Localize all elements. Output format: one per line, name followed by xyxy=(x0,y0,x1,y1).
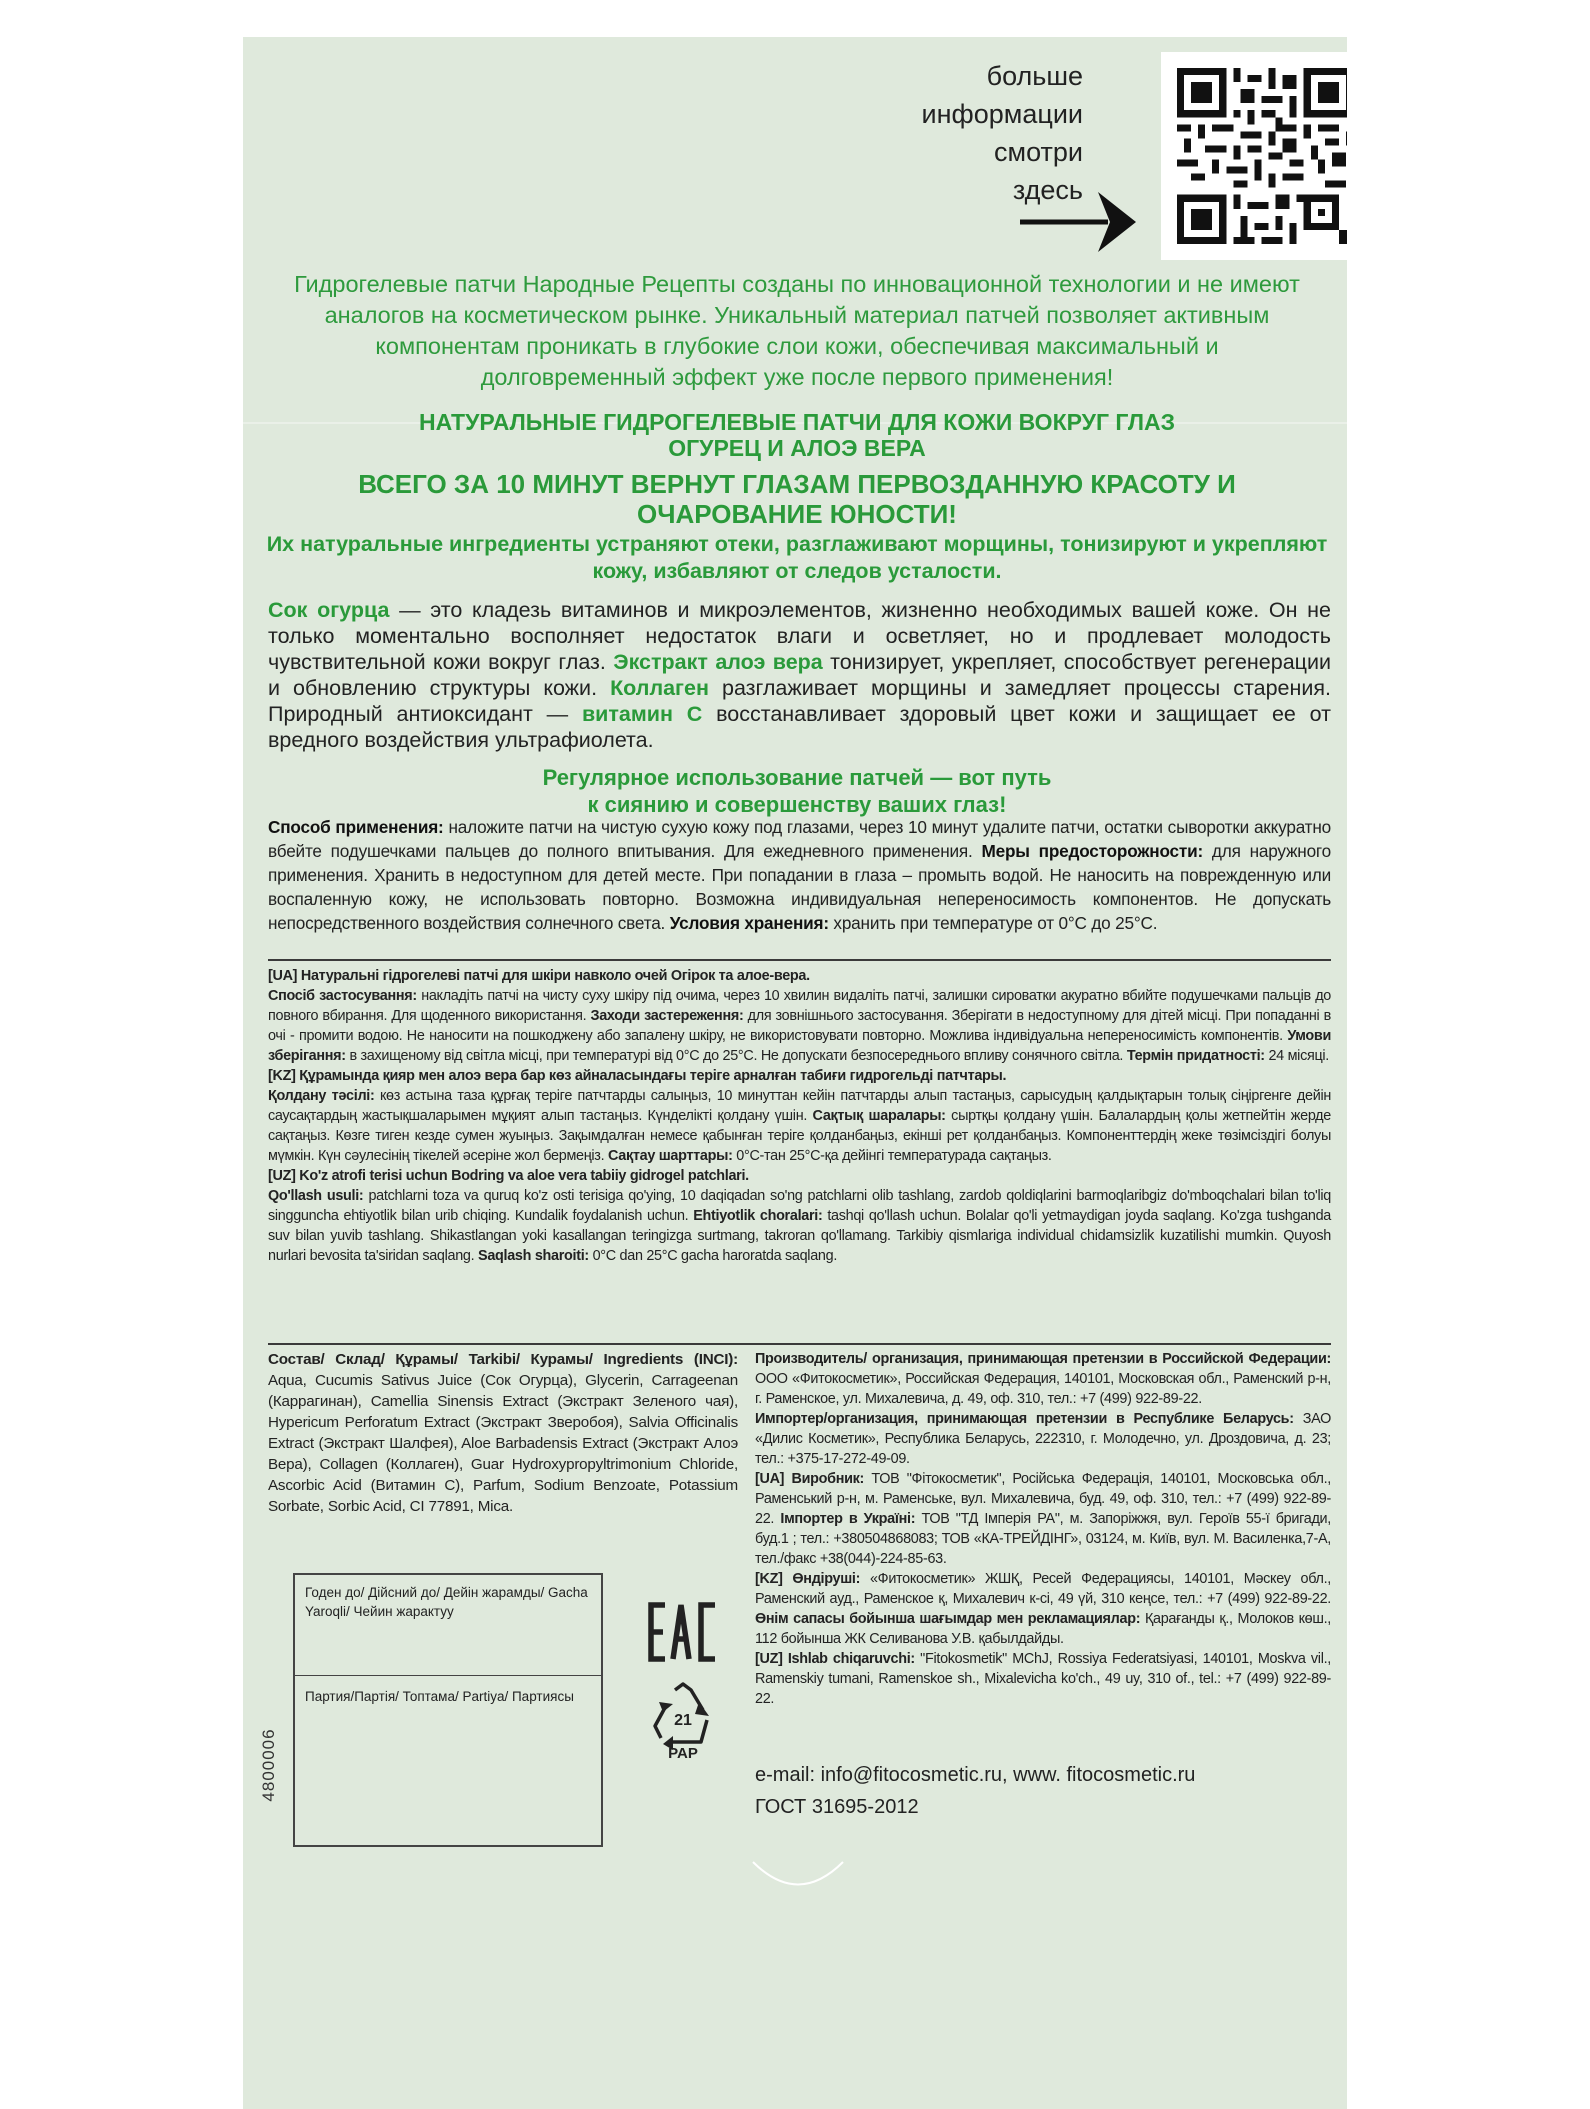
manufacturer-info xyxy=(755,1349,1331,1709)
ua-section xyxy=(268,966,1331,1066)
uz-text: patchlarni toza va quruq ko'z osti terisiga qo'ying, 10 daqiqadan so'ng patchlarni olib tashlang, zardob qoldiqlarini barmoqlaribgiz do'mboqchalari bilan to'liq singguncha ehtiyotlik bilan urib chiqing. Kundalik foydalanish uchun. xyxy=(268,1188,1331,1224)
batch-box xyxy=(293,1573,603,1847)
ua-label: Спосіб застосування: xyxy=(268,988,417,1004)
manufacturer-label: [UZ] Ishlab chiqaruvchi: xyxy=(755,1651,915,1667)
highlight-cucumber: Сок огурца xyxy=(268,598,390,622)
arrow-right-icon xyxy=(1018,187,1138,257)
kz-text: 0°С-тан 25°С-қа дейінгі температурада сақтаңыз. xyxy=(732,1148,1052,1164)
website-link[interactable]: e-mail: info@fitocosmetic.ru, www. fitocosmetic.ru xyxy=(755,1764,1196,1786)
ua-label: Заходи застереження: xyxy=(590,1008,744,1024)
uz-text: tashqi qo'llash uchun. Bolalar qo'li yetmaydigan joyda saqlang. Ko'zga tushganda suv bilan yuvib tashlang. Shikastlangan yoki kasallangan teringizga surtmang, takroran qo'llamang. Tarkibiy qismlariga individual chidamsizlik kuzatilishi mumkin. Quyosh nurlari bevosita ta'siridan saqlang. xyxy=(268,1208,1332,1264)
manufacturer-text: ООО «Фитокосметик», Российская Федерация, 140101, Московская обл., Раменский р-н, г. Раменское, ул. Михалевича, д. 49, оф. 310, тел.: +7 (499) 922-89-22. xyxy=(755,1371,1331,1407)
lot-label: Партия/Партія/ Топтама/ Partiya/ Партиясы xyxy=(305,1689,574,1704)
importer-text: ТОВ "ТД Імперія РА", м. Запоріжжя, вул. Героїв 55-ї бригади, буд.1 ; тел.: +380504868083; ТОВ «КА-ТРЕЙДІНГ», 03124, м. Київ, вул. М. Василенка,7-А, тел./факс +38(044)-224-85-63. xyxy=(755,1511,1331,1567)
divider xyxy=(268,1343,1331,1345)
highlight-vitamin-c: витамин С xyxy=(581,702,703,726)
recycle-number: 21 xyxy=(674,1712,692,1729)
importer-label: Імпортер в Україні: xyxy=(780,1511,916,1527)
kz-label: Сақтау шарттары: xyxy=(608,1148,733,1164)
slogan xyxy=(263,764,1331,818)
importer-by xyxy=(755,1409,1331,1469)
description-text xyxy=(268,597,1331,753)
kz-label: Қолдану тәсілі: xyxy=(268,1088,375,1104)
manufacturer-ua xyxy=(755,1469,1331,1569)
kz-title: [KZ] Құрамында қияр мен алоэ вера бар көз айналасындағы теріге арналған табиғи гидрогельді патчтары. xyxy=(268,1068,1007,1084)
precautions-text: для наружного применения. Хранить в недоступном для детей месте. При попадании в глаза – промыть водой. Не наносить на поврежденную или воспаленную кожу, не использовать повторно. Возможна индивидуальная непереносимость компонентов. Не допускать непосредственного воздействия солнечного света. xyxy=(268,841,1331,933)
qr-code[interactable] xyxy=(1161,52,1347,260)
barcode-number: 4800006 xyxy=(259,1728,278,1802)
precautions-label: Меры предосторожности: xyxy=(981,841,1204,861)
claim-heading: ВСЕГО ЗА 10 МИНУТ ВЕРНУТ ГЛАЗАМ ПЕРВОЗДАННУЮ КРАСОТУ И ОЧАРОВАНИЕ ЮНОСТИ! xyxy=(358,469,1236,529)
uz-label: Qo'llash usuli: xyxy=(268,1188,364,1204)
kz-text: сыртқы қолдану үшін. Балалардың қолы жетпейтін жерде сақтаңыз. Көзге тиген кезде сумен жуыңыз. Зақымдалған немесе қабынған теріге қолданбаңыз, екінші рет қолданбаңыз. Компоненттердің жеке төзімсіздігі болуы мүмкін. Күн сәулесінің тікелей әсеріне жол бермеңіз. xyxy=(268,1108,1331,1164)
contacts xyxy=(755,1759,1315,1823)
translations-block xyxy=(268,966,1331,1266)
description-part: тонизирует, укрепляет, способствует регенерации и обновлению структуры кожи. xyxy=(268,650,1332,700)
slogan-line: к сиянию и совершенству ваших глаз! xyxy=(587,792,1007,817)
ingredients-text: Aqua, Cucumis Sativus Juice (Сок Огурца), Glycerin, Carrageenan (Каррагинан), Camellia Sinensis Extract (Экстракт Зеленого чая), Hypericum Perforatum Extract (Экстракт Зверобоя), Salvia Officinalis Extract (Экстракт Шалфея), Aloe Barbadensis Extract (Экстракт Алоэ Вера), Collagen (Коллаген), Guar Hydroxypropyltrimonium Chloride, Ascorbic Acid (Витамин С), Parfum, Sodium Benzoate, Potassium Sorbate, Sorbic Acid, CI 77891, Mica. xyxy=(268,1372,738,1515)
uz-title: [UZ] Ko'z atrofi terisi uchun Bodring va aloe vera tabiiy gidrogel patchlari. xyxy=(268,1168,749,1184)
product-subtitle-line: ОГУРЕЦ И АЛОЭ ВЕРА xyxy=(668,435,926,461)
product-title xyxy=(263,409,1331,461)
slogan-line: Регулярное использование патчей — вот путь xyxy=(542,765,1052,790)
hang-hole-arc xyxy=(748,1857,848,1897)
description-part: восстанавливает здоровый цвет кожи и защищает ее от вредного воздействия ультрафиолета. xyxy=(268,702,1331,752)
divider xyxy=(268,959,1331,961)
manufacturer-text: "Fitokosmetik" MChJ, Rossiya Federatsiyasi, 140101, Moskva vil., Ramenskiy tumani, Ramenskoe sh., Mixalevicha ko'ch., 49 uy, 310 of., tel.: +7 (499) 922-89-22. xyxy=(755,1651,1331,1707)
kz-section xyxy=(268,1066,1331,1166)
expiry-label: Годен до/ Дійсний до/ Дейін жарамды/ Gacha Yaroqli/ Чейин жарактуу xyxy=(305,1585,588,1619)
claims-label: Өнім сапасы бойынша шағымдар мен рекламациялар: xyxy=(755,1611,1141,1627)
ua-text: в захищеному від світла місці, при температурі від 0°С до 25°С. Не допускати безпосереднього впливу сонячного світла. xyxy=(345,1048,1127,1064)
manufacturer-kz xyxy=(755,1569,1331,1649)
batch-divider xyxy=(295,1675,601,1676)
intro-text: Гидрогелевые патчи Народные Рецепты созданы по инновационной технологии и не имеют аналогов на косметическом рынке. Уникальный материал патчей позволяет активным компонентам проникать в глубокие слои кожи, обеспечивая максимальный и долговременный эффект уже после первого применения! xyxy=(294,271,1300,390)
manufacturer-uz xyxy=(755,1649,1331,1709)
storage-text: хранить при температуре от 0°С до 25°С. xyxy=(828,913,1158,933)
usage-text: наложите патчи на чистую сухую кожу под глазами, через 10 минут удалите патчи, остатки сыворотки аккуратно вбейте подушечками пальцев до полного впитывания. Для ежедневного применения. xyxy=(268,817,1331,861)
importer-label: Импортер/организация, принимающая претензии в Республике Беларусь: xyxy=(755,1411,1294,1427)
ua-text: накладіть патчі на чисту суху шкіру під очима, через 10 хвилин видаліть патчі, залишки сироватки акуратно вбийте подушечками пальців до повного вбирання. Для щоденного використання. xyxy=(268,988,1331,1024)
manufacturer-label: [UA] Виробник: xyxy=(755,1471,865,1487)
manufacturer-ru xyxy=(755,1349,1331,1409)
ua-text: 24 місяці. xyxy=(1264,1048,1330,1064)
ingredients-list xyxy=(268,1349,738,1517)
manufacturer-label: Производитель/ организация, принимающая претензии в Российской Федерации: xyxy=(755,1351,1331,1367)
qr-caption-line: здесь xyxy=(1012,175,1083,205)
usage-instructions xyxy=(268,815,1331,935)
product-title-line: НАТУРАЛЬНЫЕ ГИДРОГЕЛЕВЫЕ ПАТЧИ ДЛЯ КОЖИ ВОКРУГ ГЛАЗ xyxy=(418,409,1176,435)
qr-code-icon xyxy=(1177,68,1347,244)
highlight-collagen: Коллаген xyxy=(610,676,709,700)
eac-mark-icon xyxy=(643,1597,723,1667)
ua-title: [UA] Натуральні гідрогелеві патчі для шкіри навколо очей Огірок та алое-вера. xyxy=(268,968,810,984)
ua-label: Умови зберігання: xyxy=(268,1028,1331,1064)
description-part: — это кладезь витаминов и микроэлементов, жизненно необходимых вашей коже. Он не только моментально восполняет недостаток влаги и осветляет, но и продлевает молодость чувствительной кожи вокруг глаз. xyxy=(268,598,1332,674)
uz-text: 0°C dan 25°C gacha haroratda saqlang. xyxy=(588,1248,838,1264)
manufacturer-text: ТОВ "Фітокосметик", Російська Федерація, 140101, Московська обл., Раменський р-н, м. Раменське, вул. Михалевича, буд. 49, оф. 310, тел.: +7 (499) 922-89-22. xyxy=(755,1471,1331,1527)
gost-label: ГОСТ 31695-2012 xyxy=(755,1796,919,1818)
manufacturer-label: [KZ] Өндіруші: xyxy=(755,1571,861,1587)
ua-text: для зовнішнього застосування. Зберігати в недоступному для дітей місці. При попаданні в очі - промити водою. Не наносити на пошкоджену або запалену шкіру, не використовувати повторно. Можлива індивідуальна непереносимість компонентів. xyxy=(268,1008,1331,1044)
ingredients-label: Состав/ Склад/ Құрамы/ Tarkibi/ Курамы/ Ingredients (INCI): xyxy=(268,1351,738,1368)
highlight-aloe: Экстракт алоэ вера xyxy=(613,650,823,674)
qr-caption-line: информации смотри xyxy=(921,99,1083,167)
pap-label: PAP xyxy=(668,1745,698,1762)
recycle-icon xyxy=(643,1680,723,1750)
ua-label: Термін придатності: xyxy=(1126,1048,1265,1064)
qr-caption-line: больше xyxy=(986,61,1083,91)
description-part: разглаживает морщины и замедляет процессы старения. Природный антиоксидант — xyxy=(268,676,1331,726)
benefits-text: Их натуральные ингредиенты устраняют отеки, разглаживают морщины, тонизируют и укрепляют кожу, избавляют от следов усталости. xyxy=(266,532,1328,583)
uz-label: Saqlash sharoiti: xyxy=(478,1248,589,1264)
uz-label: Ehtiyotlik choralari: xyxy=(693,1208,823,1224)
usage-label: Способ применения: xyxy=(268,817,444,837)
product-back-label xyxy=(243,37,1347,2109)
storage-label: Условия хранения: xyxy=(669,913,829,933)
claims-text: Қарағанды қ., Молоков көш., 112 бойынша ЖК Селиванова У.В. қабылдайды. xyxy=(755,1611,1331,1647)
kz-label: Сақтық шаралары: xyxy=(812,1108,946,1124)
manufacturer-text: «Фитокосметик» ЖШҚ, Ресей Федерациясы, 140101, Мәскеу обл., Раменский ауд., Раменское қ, Михалевич к-сі, 49 үй, 310 кеңсе, тел.: +7 (499) 922-89-22. xyxy=(755,1571,1331,1607)
kz-text: көз астына таза құрғақ теріге патчтарды салыңыз, 10 минуттан кейін патчтарды алып тастаңыз, сарысудың қалдықтарын толық сіңіргенге дейін саусақтардың жастықшаларымен мұқият алып тастаңыз. Күнделікті қолдану үшін. xyxy=(268,1088,1331,1124)
importer-text: ЗАО «Дилис Косметик», Республика Беларусь, 222310, г. Молодечно, ул. Дроздовича, д. 23; тел.: +375-17-272-49-09. xyxy=(755,1411,1332,1467)
uz-section xyxy=(268,1166,1331,1266)
